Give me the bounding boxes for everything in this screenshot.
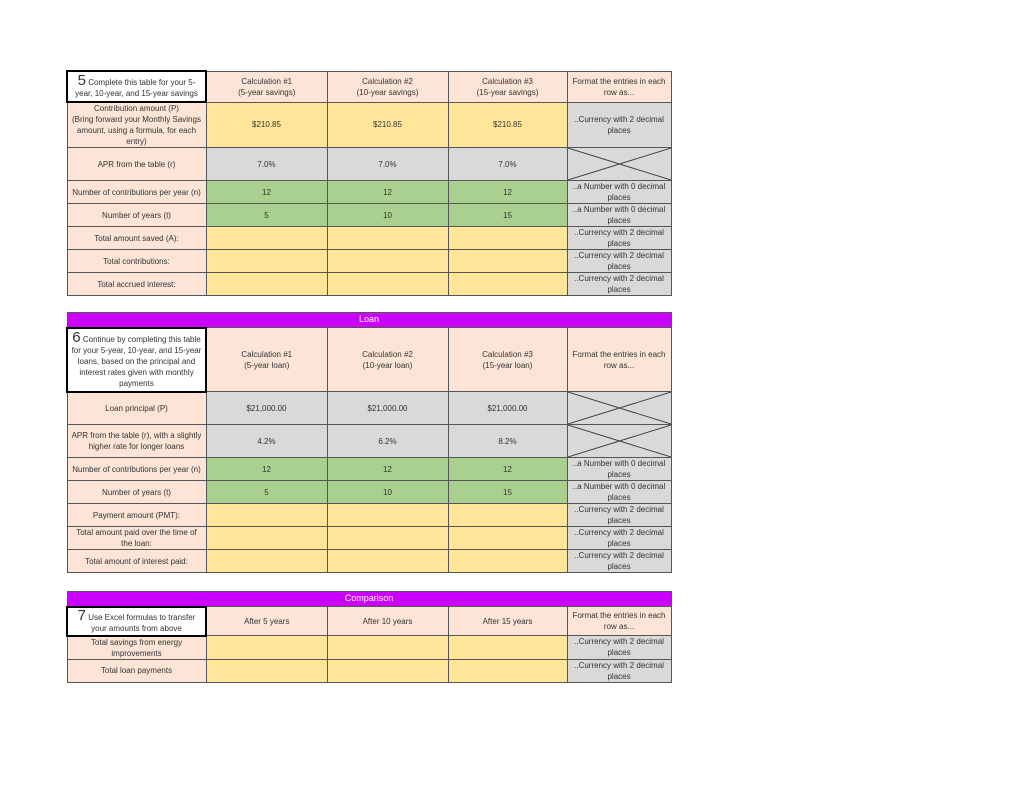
cell-t-3[interactable]: 15 [448,204,567,227]
cell-total-contrib-3[interactable] [448,250,567,273]
cell-total-saved-1[interactable] [206,227,327,250]
cell-loan-n-1[interactable]: 12 [206,458,327,481]
cell-total-contrib-2[interactable] [327,250,448,273]
format-interest[interactable]: ..Currency with 2 decimal places [567,273,671,296]
cell-interest-paid-2[interactable] [327,550,448,573]
step-number: 6 [72,328,81,346]
format-t[interactable]: ..a Number with 0 decimal places [567,204,671,227]
header-calc-1[interactable]: Calculation #1 (5-year savings) [206,71,327,102]
cell-loan-t-2[interactable]: 10 [327,481,448,504]
cell-pmt-3[interactable] [448,504,567,527]
crossed-out-cell[interactable] [567,425,671,458]
comparison-intro-cell [67,607,206,636]
cross-out-icon [568,148,671,180]
row-label-loan-n[interactable]: Number of contributions per year (n) [67,458,206,481]
cell-loan-n-3[interactable]: 12 [448,458,567,481]
header-calc-3[interactable]: Calculation #3 (15-year savings) [448,71,567,102]
crossed-out-cell[interactable] [567,392,671,425]
cell-loan-apr-3[interactable]: 8.2% [448,425,567,458]
loan-header-calc-2[interactable]: Calculation #2 (10-year loan) [327,328,448,392]
cross-out-icon [568,425,671,457]
format-n[interactable]: ..a Number with 0 decimal places [567,181,671,204]
cell-interest-paid-3[interactable] [448,550,567,573]
cell-loan-t-1[interactable]: 5 [206,481,327,504]
row-label-payment-amount[interactable]: Payment amount (PMT): [67,504,206,527]
format-pmt[interactable]: ..Currency with 2 decimal places [567,504,671,527]
cell-interest-paid-1[interactable] [206,550,327,573]
loan-intro-text: Continue by completing this table for your 5-year, 10-year, and 15-year loans, based on the principal and interest rates given with monthly payments [71,334,202,388]
cell-apr-1[interactable]: 7.0% [206,148,327,181]
format-total-saved[interactable]: ..Currency with 2 decimal places [567,227,671,250]
cell-n-3[interactable]: 12 [448,181,567,204]
cell-apr-3[interactable]: 7.0% [448,148,567,181]
format-loan-payments[interactable]: ..Currency with 2 decimal places [567,659,671,682]
cross-out-icon [568,392,671,424]
cell-principal-2[interactable]: $21,000.00 [327,392,448,425]
cell-loan-apr-1[interactable]: 4.2% [206,425,327,458]
cell-interest-2[interactable] [327,273,448,296]
row-label-total-saved[interactable]: Total amount saved (A): [67,227,206,250]
cell-loan-10[interactable] [327,659,448,682]
format-interest-paid[interactable]: ..Currency with 2 decimal places [567,550,671,573]
cell-n-2[interactable]: 12 [327,181,448,204]
savings-table [66,70,672,296]
header-after-10[interactable]: After 10 years [327,607,448,636]
format-total-contrib[interactable]: ..Currency with 2 decimal places [567,250,671,273]
cell-total-saved-3[interactable] [448,227,567,250]
cell-total-saved-2[interactable] [327,227,448,250]
cell-t-2[interactable]: 10 [327,204,448,227]
comparison-banner[interactable]: Comparison [67,592,671,607]
row-label-loan-principal[interactable]: Loan principal (P) [67,392,206,425]
comparison-header-format[interactable]: Format the entries in each row as... [567,607,671,636]
loan-table [66,312,672,573]
cell-loan-5[interactable] [206,659,327,682]
row-label-total-paid[interactable]: Total amount paid over the time of the loan: [67,527,206,550]
cell-total-paid-1[interactable] [206,527,327,550]
loan-header-calc-1[interactable]: Calculation #1 (5-year loan) [206,328,327,392]
row-label-total-contributions[interactable]: Total contributions: [67,250,206,273]
cell-principal-1[interactable]: $21,000.00 [206,392,327,425]
cell-energy-5[interactable] [206,636,327,660]
crossed-out-cell[interactable] [567,148,671,181]
cell-principal-3[interactable]: $21,000.00 [448,392,567,425]
cell-energy-10[interactable] [327,636,448,660]
cell-n-1[interactable]: 12 [206,181,327,204]
row-label-contributions-per-year[interactable]: Number of contributions per year (n) [67,181,206,204]
comparison-intro-text: Use Excel formulas to transfer your amounts from above [88,612,196,633]
step-number: 7 [77,606,86,624]
cell-apr-2[interactable]: 7.0% [327,148,448,181]
row-label-accrued-interest[interactable]: Total accrued interest: [67,273,206,296]
cell-loan-apr-2[interactable]: 6.2% [327,425,448,458]
cell-interest-1[interactable] [206,273,327,296]
header-calc-2[interactable]: Calculation #2 (10-year savings) [327,71,448,102]
cell-pmt-1[interactable] [206,504,327,527]
cell-contribution-2[interactable]: $210.85 [327,102,448,148]
cell-pmt-2[interactable] [327,504,448,527]
format-loan-t[interactable]: ..a Number with 0 decimal places [567,481,671,504]
row-label-apr[interactable]: APR from the table (r) [67,148,206,181]
cell-loan-t-3[interactable]: 15 [448,481,567,504]
row-label-energy-savings[interactable]: Total savings from energy improvements [67,636,206,660]
cell-t-1[interactable]: 5 [206,204,327,227]
row-label-contribution[interactable]: Contribution amount (P) (Bring forward your Monthly Savings amount, using a formula, for each entry) [67,102,206,148]
row-label-loan-payments[interactable]: Total loan payments [67,659,206,682]
row-label-loan-years[interactable]: Number of years (t) [67,481,206,504]
format-contribution[interactable]: ..Currency with 2 decimal places [567,102,671,148]
header-after-5[interactable]: After 5 years [206,607,327,636]
format-total-paid[interactable]: ..Currency with 2 decimal places [567,527,671,550]
header-format[interactable]: Format the entries in each row as... [567,71,671,102]
cell-total-paid-3[interactable] [448,527,567,550]
cell-total-contrib-1[interactable] [206,250,327,273]
loan-banner[interactable]: Loan [67,313,671,328]
savings-intro-cell [67,71,206,102]
cell-loan-15[interactable] [448,659,567,682]
comparison-table [66,591,672,683]
cell-contribution-1[interactable]: $210.85 [206,102,327,148]
savings-intro-text: Complete this table for your 5-year, 10-year, and 15-year savings [75,78,198,98]
row-label-years[interactable]: Number of years (t) [67,204,206,227]
cell-contribution-3[interactable]: $210.85 [448,102,567,148]
format-loan-n[interactable]: ..a Number with 0 decimal places [567,458,671,481]
step-number: 5 [77,72,86,89]
format-energy[interactable]: ..Currency with 2 decimal places [567,636,671,660]
cell-loan-n-2[interactable]: 12 [327,458,448,481]
cell-energy-15[interactable] [448,636,567,660]
header-after-15[interactable]: After 15 years [448,607,567,636]
cell-interest-3[interactable] [448,273,567,296]
row-label-loan-apr[interactable]: APR from the table (r), with a slightly higher rate for longer loans [67,425,206,458]
loan-header-format[interactable]: Format the entries in each row as... [567,328,671,392]
row-label-interest-paid[interactable]: Total amount of interest paid: [67,550,206,573]
loan-header-calc-3[interactable]: Calculation #3 (15-year loan) [448,328,567,392]
loan-intro-cell [67,328,206,392]
cell-total-paid-2[interactable] [327,527,448,550]
